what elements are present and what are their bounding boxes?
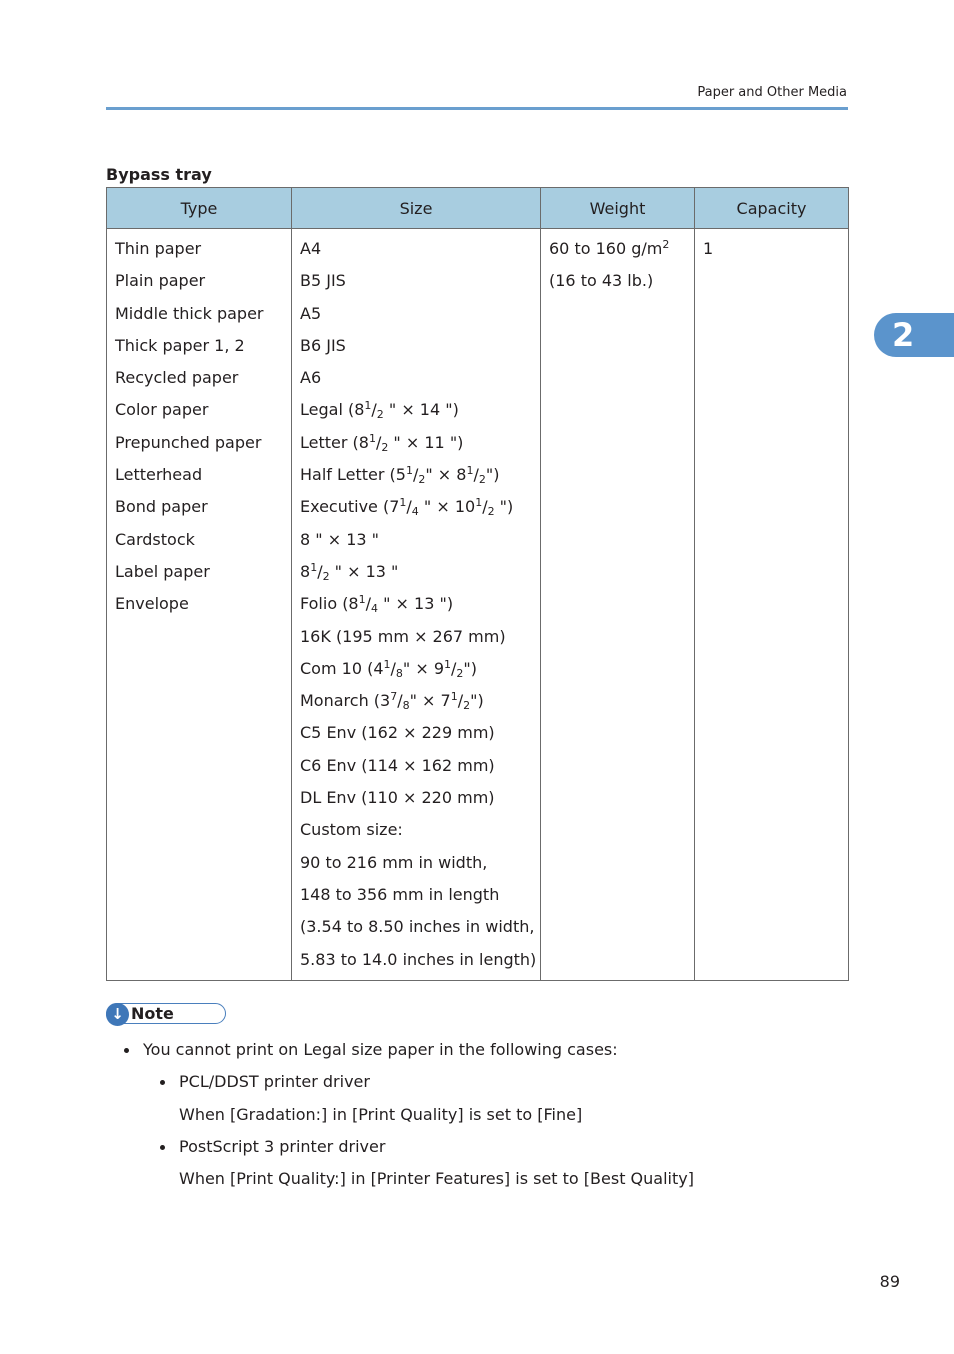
paper-size-item: Legal ($8^1/_2$ " × 14 ") (300, 399, 459, 422)
paper-size-item: B6 JIS (300, 335, 346, 355)
paper-size-item: C5 Env (162 × 229 mm) (300, 723, 495, 743)
paper-type-item: Middle thick paper (115, 303, 264, 323)
table-header-row (107, 188, 849, 229)
bullet-icon (160, 1080, 165, 1085)
page-number: 89 (879, 1272, 900, 1291)
arrow-down-icon: ↓ (106, 1003, 129, 1026)
paper-type-item: Prepunched paper (115, 432, 262, 452)
paper-type-item: Color paper (115, 400, 209, 420)
chapter-tab[interactable]: 2 (874, 313, 954, 357)
paper-type-item: Label paper (115, 561, 210, 581)
note-case-condition: When [Gradation:] in [Print Quality] is set to [Fine] (179, 1105, 583, 1124)
paper-size-item: B5 JIS (300, 271, 346, 291)
paper-type-item: Bond paper (115, 497, 208, 517)
running-header: Paper and Other Media (697, 85, 847, 100)
section-title: Bypass tray (106, 165, 212, 184)
paper-size-item: DL Env (110 × 220 mm) (300, 788, 495, 808)
weight-cell (541, 229, 695, 981)
paper-type-item: Plain paper (115, 271, 206, 291)
paper-size-item: A5 (300, 303, 322, 323)
paper-size-item: 16K (195 mm × 267 mm) (300, 626, 506, 646)
paper-size-item: Half Letter ($5^1/_2$" × $8^1/_2$") (300, 464, 500, 487)
header-size: Size (292, 188, 541, 229)
paper-size-item: 148 to 356 mm in length (300, 884, 500, 904)
header-type: Type (107, 188, 292, 229)
paper-size-item: A6 (300, 368, 322, 388)
paper-size-item: Letter ($8^1/_2$ " × 11 ") (300, 431, 464, 454)
paper-size-item: Custom size: (300, 820, 403, 840)
note-label: Note (131, 1004, 174, 1023)
paper-weight-item: (16 to 43 lb.) (549, 271, 654, 291)
paper-size-item: 5.83 to 14.0 inches in length) (300, 949, 537, 969)
type-cell (107, 229, 292, 981)
size-cell (292, 229, 541, 981)
paper-type-item: Thick paper 1, 2 (115, 335, 245, 355)
bypass-tray-table (106, 187, 849, 981)
paper-type-item: Thin paper (115, 239, 202, 258)
header-weight: Weight (541, 188, 695, 229)
paper-type-item: Cardstock (115, 529, 195, 549)
table-row (107, 229, 849, 981)
paper-size-item: 90 to 216 mm in width, (300, 852, 488, 872)
paper-type-item: Recycled paper (115, 368, 239, 388)
capacity-value: 1 (703, 239, 714, 258)
paper-size-item: Executive ($7^1/_4$ " × $10^1/_2$ ") (300, 496, 514, 519)
bullet-icon (160, 1145, 165, 1150)
note-case-condition: When [Print Quality:] in [Printer Features] is set to [Best Quality] (179, 1169, 694, 1188)
paper-size-item: Monarch ($3^7/_8$" × $7^1/_2$") (300, 690, 484, 713)
paper-type-item: Envelope (115, 594, 189, 614)
paper-size-item: C6 Env (114 × 162 mm) (300, 755, 495, 775)
note-case-driver: PostScript 3 printer driver (179, 1137, 386, 1156)
capacity-cell (695, 229, 849, 981)
paper-size-item: A4 (300, 239, 322, 258)
note-case-driver: PCL/DDST printer driver (179, 1072, 370, 1091)
bullet-icon (124, 1048, 129, 1053)
paper-size-item: $8^1/_2$ " × 13 " (300, 560, 399, 583)
paper-type-item: Letterhead (115, 465, 203, 485)
paper-size-item: Com 10 ($4^1/_8$" × $9^1/_2$") (300, 657, 478, 680)
header-capacity: Capacity (695, 188, 849, 229)
note-intro: You cannot print on Legal size paper in the following cases: (143, 1040, 618, 1059)
paper-size-item: 8 " × 13 " (300, 529, 380, 549)
header-rule (106, 107, 848, 110)
paper-size-item: (3.54 to 8.50 inches in width, (300, 917, 535, 937)
paper-weight-item: 60 to 160 $g/m^2$ (549, 238, 670, 258)
paper-size-item: Folio ($8^1/_4$ " × 13 ") (300, 593, 454, 616)
